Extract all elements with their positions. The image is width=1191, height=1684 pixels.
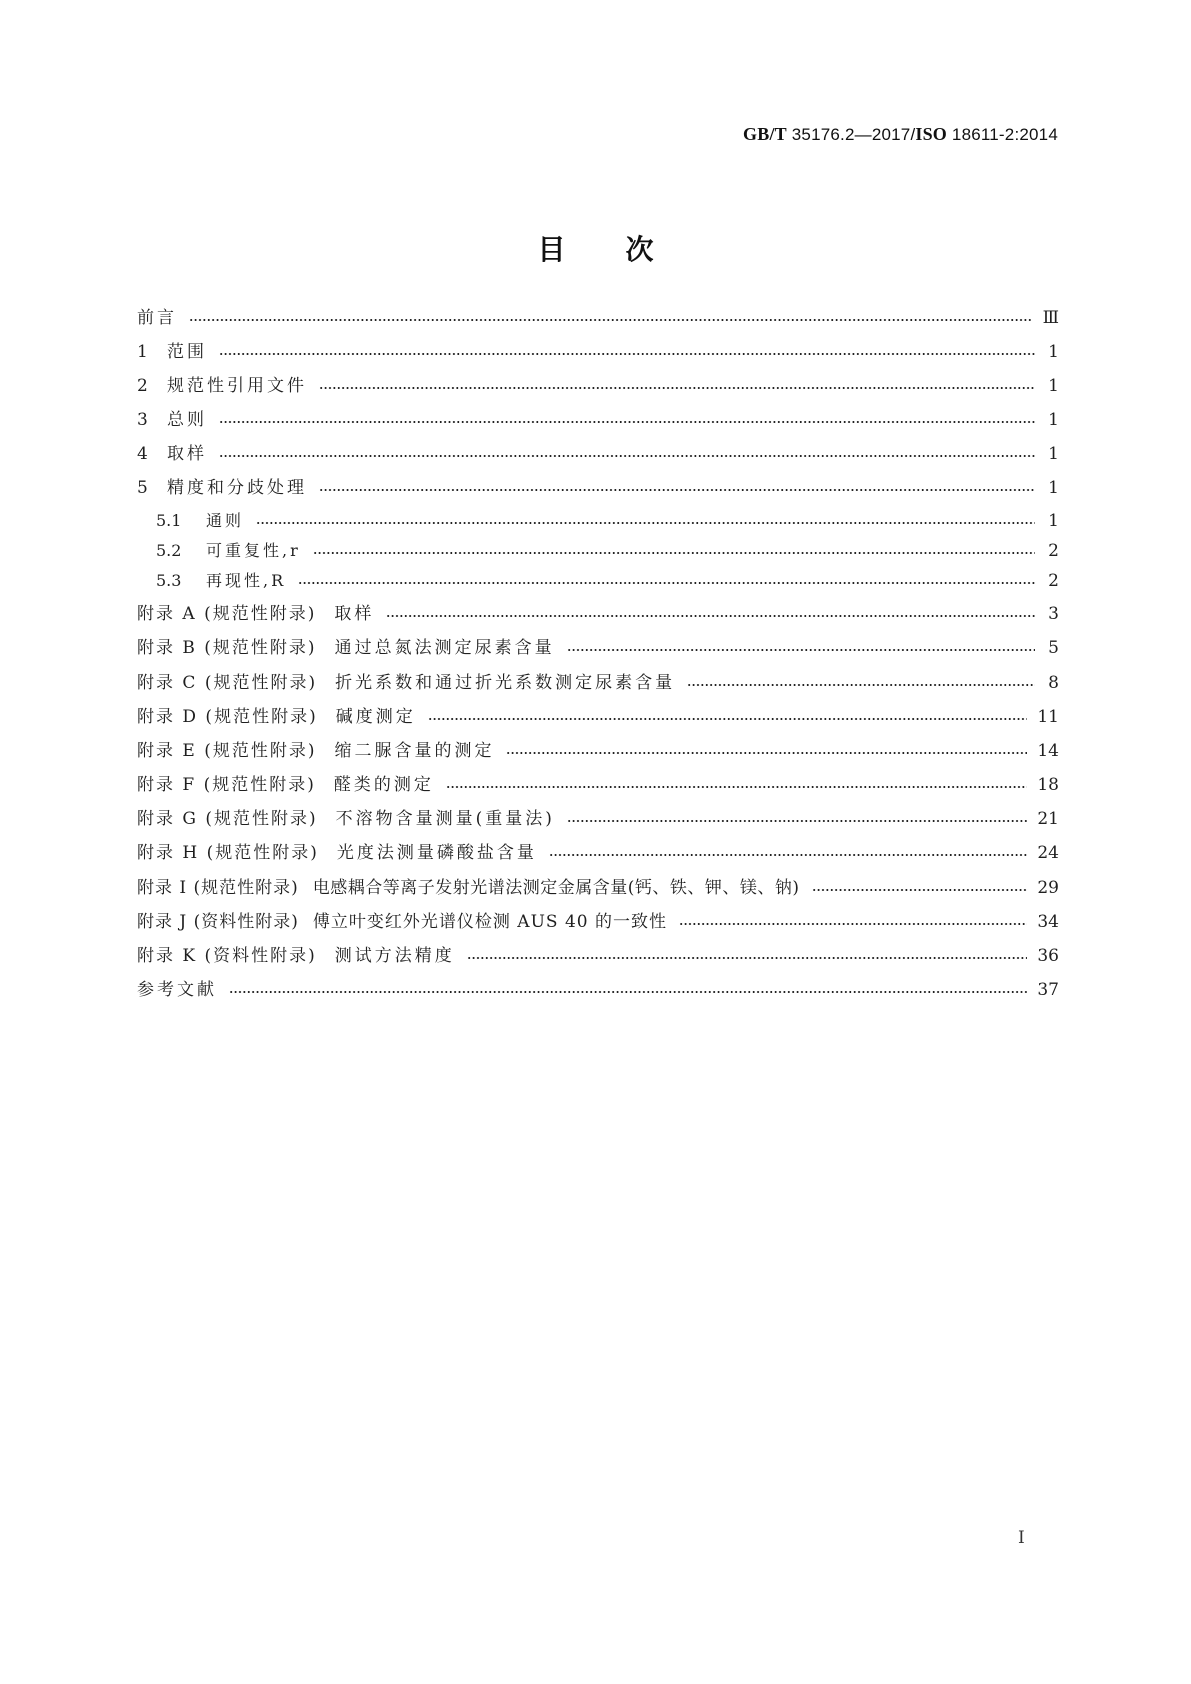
toc-entry-page: 24 (1037, 843, 1059, 863)
toc-entry-page: 1 (1048, 410, 1059, 430)
toc-annex-label: 附录 D (规范性附录) (137, 707, 318, 727)
toc-annex-label: 附录 A (规范性附录) (137, 604, 317, 624)
toc-entry-annex-d[interactable] (137, 705, 1059, 729)
toc-entry-normative-references[interactable] (137, 374, 1059, 398)
toc-entry-annex-e[interactable] (137, 739, 1059, 763)
toc-entry-number: 1 (137, 342, 148, 362)
dot-leader (428, 705, 1028, 729)
toc-entry-label: 电感耦合等离子发射光谱法测定金属含量(钙、铁、钾、镁、钠) (312, 878, 800, 898)
toc-entry-number: 3 (137, 410, 148, 430)
toc-annex-label: 附录 H (规范性附录) (137, 843, 319, 863)
toc-entry-label: 测试方法精度 (334, 946, 455, 966)
dot-leader (812, 876, 1028, 900)
standard-code-number: 35176.2—2017/ (786, 125, 916, 144)
dot-leader (319, 476, 1035, 500)
dot-leader (687, 671, 1035, 695)
toc-entry-label: 可重复性,r (206, 541, 301, 560)
dot-leader (446, 773, 1027, 797)
toc-entry-page: Ⅲ (1042, 308, 1059, 328)
toc-entry-label: 前言 (137, 308, 177, 328)
toc-entry-label: 光度法测量磷酸盐含量 (336, 843, 537, 863)
standard-code-prefix: GB/T (743, 124, 787, 144)
toc-entry-annex-i[interactable] (137, 876, 1059, 900)
toc-entry-page: 1 (1048, 444, 1059, 464)
dot-leader (189, 306, 1033, 330)
toc-entry-label: 取样 (167, 444, 207, 464)
toc-entry-page: 1 (1048, 478, 1059, 498)
toc-entry-label: 傅立叶变红外光谱仪检测 AUS 40 的一致性 (312, 912, 667, 932)
dot-leader (219, 442, 1035, 466)
toc-annex-label: 附录 K (资料性附录) (137, 946, 317, 966)
dot-leader (386, 602, 1035, 626)
toc-annex-label: 附录 C (规范性附录) (137, 673, 318, 693)
toc-entry-page: 11 (1037, 707, 1059, 727)
toc-entry-label: 不溶物含量测量(重量法) (335, 809, 555, 829)
toc-entry-annex-h[interactable] (137, 841, 1059, 865)
toc-entry-page: 34 (1037, 912, 1059, 932)
dot-leader (256, 509, 1035, 533)
toc-entry-5-3-reproducibility[interactable] (156, 569, 1059, 593)
toc-entry-page: 5 (1048, 638, 1059, 658)
dot-leader (549, 841, 1027, 865)
dot-leader (219, 408, 1035, 432)
toc-entry-page: 18 (1037, 775, 1059, 795)
iso-prefix: ISO (915, 124, 947, 144)
toc-entry-page: 36 (1037, 946, 1059, 966)
toc-entry-page: 21 (1037, 809, 1059, 829)
dot-leader (467, 944, 1028, 968)
toc-annex-label: 附录 E (规范性附录) (137, 741, 317, 761)
toc-entry-annex-j[interactable] (137, 910, 1059, 934)
toc-annex-label: 附录 B (规范性附录) (137, 638, 317, 658)
dot-leader (298, 569, 1035, 593)
toc-entry-page: 14 (1037, 741, 1059, 761)
toc-entry-label: 精度和分歧处理 (167, 478, 307, 498)
toc-entry-label: 总则 (167, 410, 207, 430)
toc-entry-annex-k[interactable] (137, 944, 1059, 968)
toc-entry-label: 规范性引用文件 (167, 376, 307, 396)
toc-entry-annex-a[interactable] (137, 602, 1059, 626)
dot-leader (506, 739, 1027, 763)
toc-entry-number: 5.1 (156, 511, 182, 530)
page-title-char-1: 目 (537, 233, 566, 266)
dot-leader (219, 340, 1035, 364)
toc-entry-page: 29 (1037, 878, 1059, 898)
toc-entry-label: 取样 (334, 604, 375, 624)
toc-entry-number: 4 (137, 444, 148, 464)
dot-leader (567, 636, 1035, 660)
toc-entry-label: 通则 (206, 511, 245, 530)
toc-annex-label: 附录 F (规范性附录) (137, 775, 316, 795)
toc-entry-annex-f[interactable] (137, 773, 1059, 797)
toc-entry-page: 3 (1048, 604, 1059, 624)
toc-entry-annex-c[interactable] (137, 671, 1059, 695)
toc-entry-annex-b[interactable] (137, 636, 1059, 660)
toc-entry-page: 1 (1048, 376, 1059, 396)
toc-entry-sampling[interactable] (137, 442, 1059, 466)
toc-entry-number: 5 (137, 478, 148, 498)
toc-entry-bibliography[interactable] (137, 978, 1059, 1002)
toc-entry-5-2-repeatability[interactable] (156, 539, 1059, 563)
toc-annex-label: 附录 I (规范性附录) (137, 878, 299, 898)
dot-leader (679, 910, 1027, 934)
toc-entry-scope[interactable] (137, 340, 1059, 364)
toc-entry-page: 1 (1048, 511, 1059, 531)
dot-leader (313, 539, 1035, 563)
toc-entry-foreword[interactable] (137, 306, 1059, 330)
toc-annex-label: 附录 G (规范性附录) (137, 809, 318, 829)
toc-entry-precision[interactable] (137, 476, 1059, 500)
dot-leader (567, 807, 1027, 831)
toc-entry-number: 5.3 (156, 571, 182, 590)
toc-entry-5-1-general[interactable] (156, 509, 1059, 533)
toc-annex-label: 附录 J (资料性附录) (137, 912, 299, 932)
toc-entry-label: 缩二脲含量的测定 (334, 741, 495, 761)
dot-leader (229, 978, 1027, 1002)
toc-entry-label: 范围 (167, 342, 207, 362)
iso-number: 18611-2:2014 (947, 125, 1058, 144)
toc-entry-page: 8 (1048, 673, 1059, 693)
toc-entry-page: 1 (1048, 342, 1059, 362)
toc-entry-page: 2 (1048, 571, 1059, 591)
page-number: I (1018, 1528, 1025, 1548)
toc-entry-label: 折光系数和通过折光系数测定尿素含量 (335, 673, 676, 693)
standard-code-header (743, 124, 1058, 145)
toc-entry-page: 37 (1037, 980, 1059, 1000)
page-title-char-2: 次 (625, 233, 654, 266)
toc-entry-general[interactable] (137, 408, 1059, 432)
toc-entry-number: 5.2 (156, 541, 182, 560)
toc-entry-label: 通过总氮法测定尿素含量 (334, 638, 555, 658)
toc-entry-label: 醛类的测定 (333, 775, 434, 795)
dot-leader (319, 374, 1035, 398)
toc-entry-page: 2 (1048, 541, 1059, 561)
page-title (0, 228, 1191, 268)
toc-entry-label: 再现性,R (206, 571, 287, 590)
toc-entry-label: 碱度测定 (335, 707, 416, 727)
toc-entry-label: 参考文献 (137, 980, 217, 1000)
toc-entry-number: 2 (137, 376, 148, 396)
toc-entry-annex-g[interactable] (137, 807, 1059, 831)
